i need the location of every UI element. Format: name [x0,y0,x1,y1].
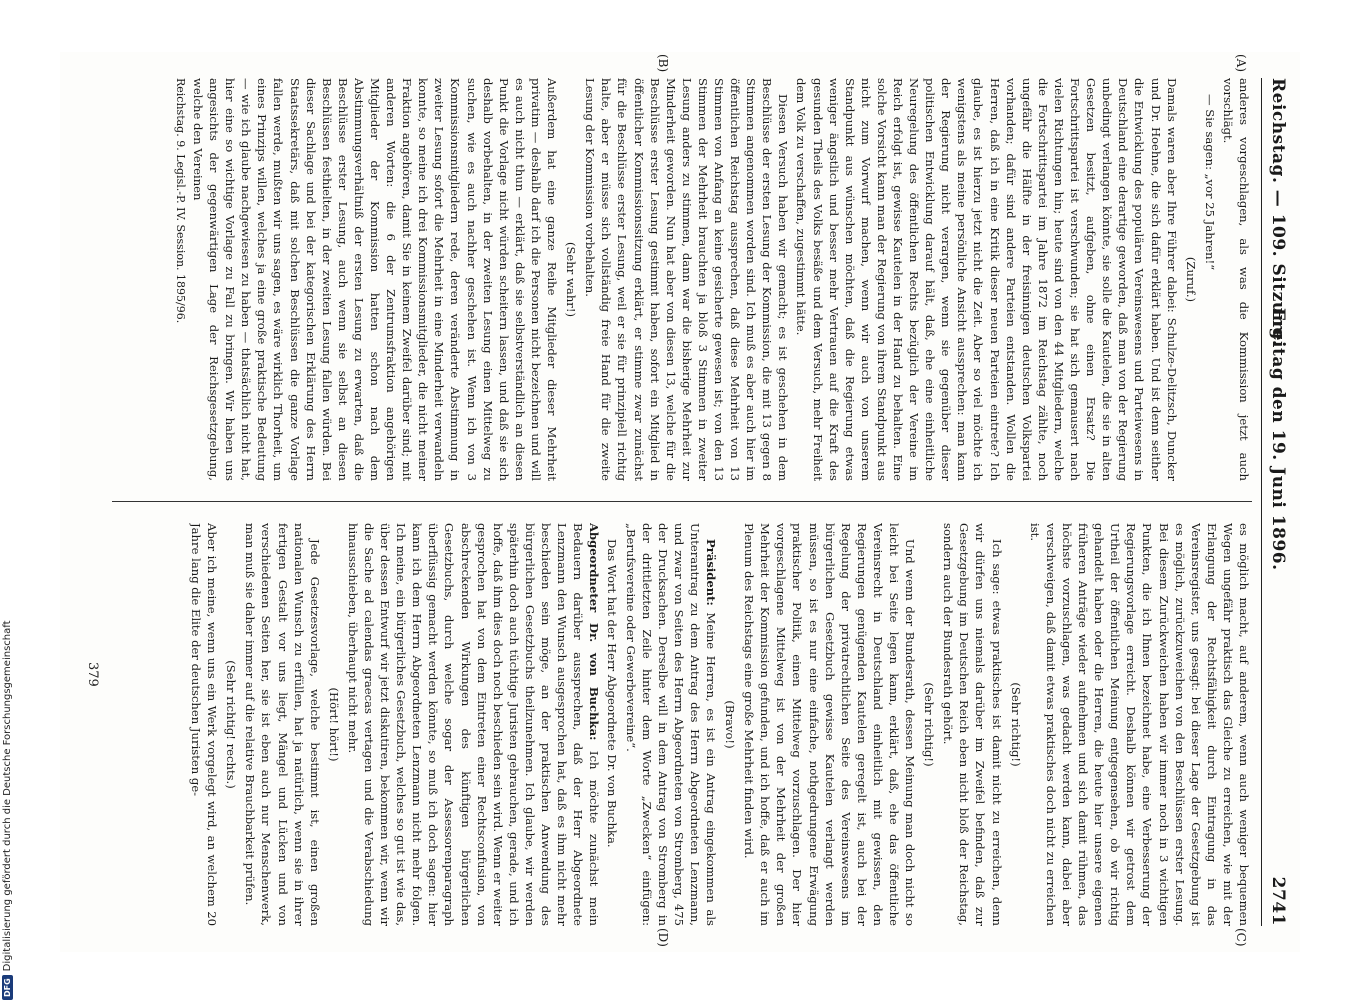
interjection: (Sehr richtig! rechts.) [224,660,239,789]
column-divider [112,501,1252,502]
session-reference: Reichstag. 9. Legisl.-P. IV. Session. 1895/96. [173,78,187,324]
header-left: Reichstag. — 109. Sitzung. [1268,78,1288,347]
margin-mark-b: (B) [656,54,670,73]
interjection: (Bravo!) [723,700,738,749]
credit-text: Digitalisierung gefördert durch die Deutsche Forschungsgemeinschaft [2,620,13,972]
right-text-column [122,523,1252,926]
paragraph: Präsident: Meine Herren, es ist ein Antrag eingekommen als Unterantrag zu dem Antrag des Herrn Abgeordneten Lenzmann, und zwar von Seiten des Herrn Abgeordneten von Stromberg, 475 der Drucksachen. Derselbe will in dem Antrag von Stromberg in der drittletzten Zeile hinter dem Worte „Zwecken“ einfügen: „Berufsvereine oder Gewerbevereine“. [623,523,718,926]
paragraph: Das Wort hat der Herr Abgeordnete Dr. von Buchka. [605,539,620,848]
interjection: (Sehr richtig!) [922,682,937,767]
paragraph: Außerdem hat eine ganze Reihe Mitglieder dieser Mehrheit privatim — deshalb darf ich die Personen nicht bezeichnen und will es auch nicht thun — erklärt, daß sie selbstverständlich an diesen Punkt die Vorlage nicht würden scheitern lassen, und daß sie sich deshalb vorbehalten, in der zweiten Lesung einen Mittelweg zu suchen, wie es auch nachher geschehen ist. Wenn ich von 3 Kommissionsmitgliedern rede, deren veränderte Abstimmung in zweiter Lesung sofort die Mehrheit in eine Minderheit verwandeln konnte, so meine ich drei Kommissionsmitglieder, die nicht meiner Fraktion angehören, damit Sie in keinem Zweifel darüber sind; mit anderen Worten: die 6 der Zentrumsfraktion angehörigen Mitglieder der Kommission hatten schon nach dem Abstimmungsverhältniß der ersten Lesung zu erwarten, daß die Beschlüsse erster Lesung, auch wenn sie selbst an diesen Beschlüssen festhielten, in der zweiten Lesung fallen würden. Bei dieser Sachlage und bei der kategorischen Erklärung des Herrn Staatssekretärs, daß mit solchen Beschlüssen die ganze Vorlage fallen werde, mußten wir uns sagen, es wäre wirklich Thorheit, um eines Prinzips willen, welches ja eine große praktische Bedeutung — wie ich glaube nachgewiesen zu haben — thatsächlich nicht hat, hier eine so wichtige Vorlage zu Fall zu bringen. Wir haben uns angesichts der gegenwärtigen Lage der Reichsgesetzgebung, welche den Vereinen [191,78,560,481]
left-text-column [122,78,1252,481]
paragraph: anderes vorgeschlagen, als was die Kommission jetzt auch vorschlägt. [1220,78,1251,481]
paragraph: Abgeordneter Dr. von Buchka: Ich möchte zunächst mein Bedauern darüber aussprechen, daß der Herr Abgeordnete Lenzmann den Wunsch ausgesprochen hat, daß es ihm nicht mehr beschieden sein möge, an der praktischen Anwendung des bürgerlichen Gesetzbuchs theilzunehmen. Ich glaube, wir werden späterhin doch auch tüchtige Juristen gebrauchen, gerade, und ich hoffe, daß ihm dies doch noch beschieden sein wird. Wenn er weiter gesprochen hat von dem Eintreten einer Rechtsconfusion, von abschreckenden Wirkungen des künftigen bürgerlichen Gesetzbuchs, durch welche sogar der Assessorenparagraph überflüssig gemacht werden könnte, so muß ich doch sagen: hier kann ich dem Herrn Abgeordneten Lenzmann nicht mehr folgen. Ich meine, ein bürgerliches Gesetzbuch, welches so gut ist wie das, über dessen Entwurf wir jetzt diskutiren, bekommen wir, wenn wir die Sache ad calendas graecas vertagen und die Verabschiedung hinausschieben, überhaupt nicht mehr. [345,523,602,926]
footer-page-number: 379 [85,662,100,687]
speaker-name: Abgeordneter Dr. von Buchka: [587,523,602,741]
interjection: (Sehr wahr!) [564,241,579,318]
margin-mark-c: (C) [1234,928,1248,947]
paragraph: Jede Gesetzesvorlage, welche bestimmt ist, einen großen nationalen Wunsch zu erfüllen, hat ja natürlich, wenn sie in ihrer fertigen Gestalt vor uns liegt, Mängel und Lücken und von verschiedenen Seiten her, sie ist eben auch nur Menschenwerk, man muß sie daher immer auf die relative Brauchbarkeit prüfen. [243,523,322,926]
document-page [60,52,1300,952]
paragraph: es möglich macht, auf anderem, wenn auch weniger bequemen Wegen ungefähr praktisch das Gleiche zu erreichen, wie mit der Erlangung der Rechtsfähigkeit durch Eintragung in das Vereinsregister, uns gesagt: bei dieser Lage der Gesetzgebung ist es möglich, zurückzuweichen von den Beschlüssen erster Lesung. Bei diesem Zurückweichen haben wir immer noch in 3 wichtigen Punkten, die ich Ihnen bezeichnet habe, eine Verbesserung der Regierungsvorlage erreicht. Deshalb können wir getrost dem Urtheil der öffentlichen Meinung entgegensehen, ob wir richtig gehandelt haben oder die Herren, die heute hier unsere eigenen früheren Anträge wieder aufnehmen und sich damit rühmen, das höchste vorzuschlagen, was gedacht werden kann, dabei aber verschweigen, daß damit etwas praktisches doch nicht zu erreichen ist. [1027,523,1251,926]
interjection: (Hört! hört!) [326,687,341,762]
paragraph: Diesen Versuch haben wir gemacht; es ist geschehen in dem Beschlüsse der ersten Lesung der Kommission, die mit 13 gegen 8 Stimmen angenommen worden sind. Ich muß es aber auch hier im öffentlichen Reichstag aussprechen, daß diese Mehrheit von 13 Stimmen von Anfang an keine gesicherte gewesen ist; von den 13 Stimmen der Mehrheit brauchten ja bloß 3 Stimmen in zweiter Lesung anders zu stimmen, dann war die bisherige Mehrheit zur Minderheit geworden. Nun hat aber von diesen 13, welche für die Beschlüsse erster Lesung gestimmt haben, sofort ein Mitglied in öffentlicher Kommissionssitzung erklärt, er stimme zwar zunächst für die Beschlüsse erster Lesung, weil er sie für prinzipiell richtig halte, aber er müsse sich vollständig freie Hand für die zweite Lesung der Kommission vorbehalten. [583,78,791,481]
margin-mark-a: (A) [1234,54,1248,73]
speaker-name: Präsident: [704,539,718,606]
interjection: (Zuruf.) [1183,256,1198,303]
interjection: (Sehr richtig!) [1008,682,1023,767]
paragraph: Aber ich meine, wenn uns ein Werk vorgelegt wird, an welchem 20 Jahre lang die Elite der deutschen Juristen ge- [189,523,220,926]
paragraph: Ich sage: etwas praktisches ist damit nicht zu erreichen, denn wir dürfen uns niemals darüber im Zweifel befinden, daß zur Gesetzgebung im Deutschen Reich eben nicht bloß der Reichstag, sondern auch der Bundesrath gehört. [941,523,1004,926]
paragraph: Und wenn der Bundesrath, dessen Meinung man doch nicht so leicht bei Seite legen kann, erklärt, daß, ehe das öffentliche Vereinsrecht in Deutschland einheitlich mit gewissen, den Regierungen genügenden Kautelen geregelt ist, auch bei der Regelung der privatrechtlichen Seite des Vereinswesens im bürgerlichen Gesetzbuch gewisse Kautelen verlangt werden müssen, so ist es nur eine einfache, nothgedrungene Erwägung praktischer Politik, einen Mittelweg vorzuschlagen. Der hier vorgeschlagene Mittelweg ist von der Mehrheit der großen Mehrheit der Kommission gefunden, und ich hoffe, daß er auch im Plenum des Reichstags eine große Mehrheit finden wird. [742,523,918,926]
margin-mark-d: (D) [656,928,670,947]
header-date: Freitag den 19. Juni 1896. [1268,308,1288,571]
dfg-logo-icon: DFG [2,975,13,1000]
header-page-number: 2741 [1268,876,1288,926]
paragraph: Damals waren aber Ihre Führer dabei: Schulze-Delitzsch, Duncker und Dr. Hoehne, die sich dafür erklärt haben. Und ist denn seither die Entwicklung des populären Vereinswesens und Parteiwesens in Deutschland eine derartige geworden, daß man von der Regierung unbedingt verlangen könnte, sie solle die Kautelen, die sie in alten Gesetzen besitzt, aufgeben, ohne einen Ersatz? Die Fortschrittspartei ist verschwunden; sie hat sich gemausert nach vielen Richtungen hin; heute sind von den 44 Mitgliedern, welche die Fortschrittspartei im Jahre 1872 im Reichstag zählte, noch ungefähr die Hälfte in der freisinnigen deutschen Volkspartei vorhanden; dafür sind andere Parteien entstanden. Wollen die Herren, daß ich in eine Kritik dieser neuen Parteien eintrete? Ich glaube, es ist hierzu jetzt nicht die Zeit. Aber so viel möchte ich wenigstens als meine persönliche Ansicht aussprechen: man kann der Regierung nicht verargen, wenn sie gegenüber dieser politischen Entwicklung darauf hält, daß, ehe eine einheitliche Neuregelung des öffentlichen Rechts bezüglich der Vereine im Reich erfolgt ist, gewisse Kautelen in der Hand zu behalten. Eine solche Vorsicht kann man der Regierung von ihrem Standpunkt aus nicht zum Vorwurf machen, wenn wir auch von unserem Standpunkt aus wünschen möchten, daß die Regierung etwas weniger ängstlich und besser mehr Vertrauen auf die Kraft des gesunden Theils des Volks besäße und dem Versuch, mehr Freiheit dem Volk zu verschaffen, zugestimmt hätte. [794,78,1179,481]
paragraph: — Sie sagen: „vor 25 Jahren!“ [1202,94,1217,271]
page-header [1261,78,1292,926]
digitization-credit [2,0,16,1000]
